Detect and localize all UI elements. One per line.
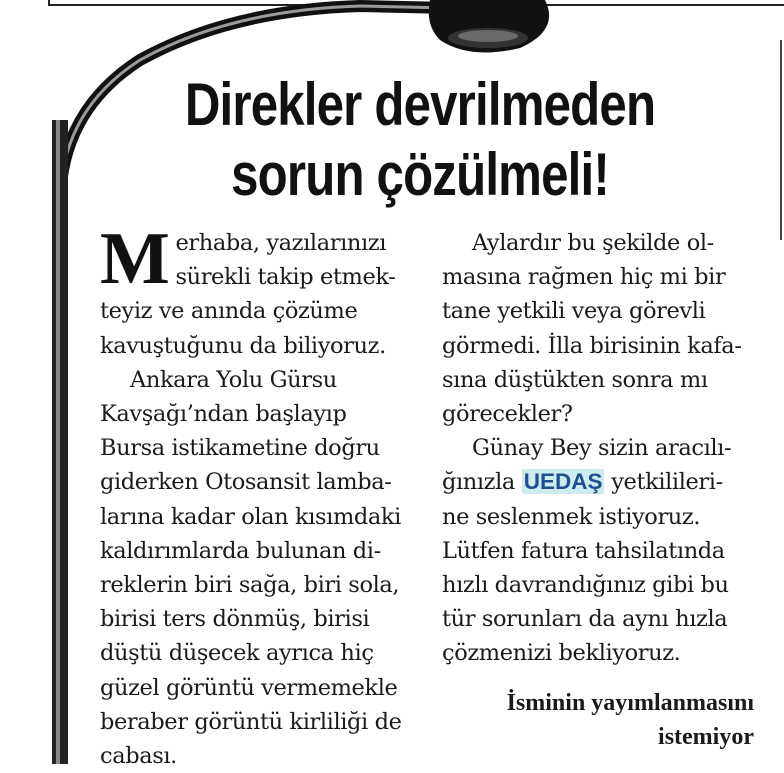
text-line: tane yetkili veya görevli [442, 298, 706, 325]
text-line: güzel görüntü vermemekle [100, 674, 398, 701]
headline-line-1: Direkler devrilmeden [184, 71, 656, 138]
text-line: birisi ters dönmüş, birisi [100, 606, 370, 633]
text-line: beraber görüntü kirliliği de [100, 708, 402, 735]
text-line: görmedi. İlla birisinin kafa- [442, 332, 742, 359]
paragraph-3 [442, 226, 762, 431]
text-line: erhaba, yazılarınızı [175, 230, 387, 256]
text-fragment: ğınızla [442, 469, 522, 496]
text-line: hızlı davrandığınız gibi bu [442, 572, 729, 599]
text-line: ne seslenmek istiyoruz. [442, 503, 701, 530]
paragraph-1 [100, 218, 420, 363]
signature [507, 686, 754, 754]
text-line: Kavşağı’ndan başlayıp [100, 401, 347, 428]
text-line: giderken Otosansit lamba- [100, 469, 392, 496]
text-fragment: yetkilileri- [604, 469, 723, 496]
text-line: Günay Bey sizin aracılı- [472, 435, 732, 462]
text-line: Ankara Yolu Gürsu [130, 366, 337, 393]
signature-line-2: istemiyor [658, 724, 754, 750]
text-line: görecekler? [442, 401, 573, 428]
text-line: masına rağmen hiç mi bir [442, 264, 726, 291]
text-line: Lütfen fatura tahsilatında [442, 537, 725, 564]
lamp-head [429, 0, 549, 53]
text-line: Bursa istikametine doğru [100, 435, 380, 462]
headline [166, 70, 674, 210]
text-line: teyiz ve anında çözüme [100, 298, 358, 325]
headline-line-2: sorun çözülmeli! [231, 141, 609, 208]
text-line: larına kadar olan kısımdaki [100, 503, 401, 530]
left-column [100, 218, 420, 773]
text-line: düştü düşecek ayrıca hiç [100, 640, 374, 667]
text-line: sına düştükten sonra mı [442, 366, 708, 393]
text-line-with-highlight [442, 465, 762, 499]
right-column [442, 226, 762, 671]
text-line: tür sorunları da aynı hızla [442, 606, 728, 633]
text-line: sürekli takip etmek- [175, 264, 396, 291]
paragraph-4 [442, 431, 762, 670]
right-edge-rule [780, 40, 782, 240]
paragraph-2 [100, 363, 420, 773]
text-line: kavuştuğunu da biliyoruz. [100, 332, 386, 359]
text-line: çözmenizi bekliyoruz. [442, 640, 681, 667]
signature-line-1: İsminin yayımlanmasını [506, 690, 754, 716]
text-line: reklerin biri sağa, biri sola, [100, 572, 400, 599]
top-frame-rule [48, 0, 784, 6]
drop-cap: M [100, 218, 170, 300]
text-line: kaldırımlarda bulunan di- [100, 537, 381, 564]
text-line: Aylardır bu şekilde ol- [472, 230, 714, 256]
company-highlight: UEDAŞ [523, 469, 603, 495]
lamp-pole [52, 120, 68, 764]
text-line: cabası. [100, 743, 177, 770]
